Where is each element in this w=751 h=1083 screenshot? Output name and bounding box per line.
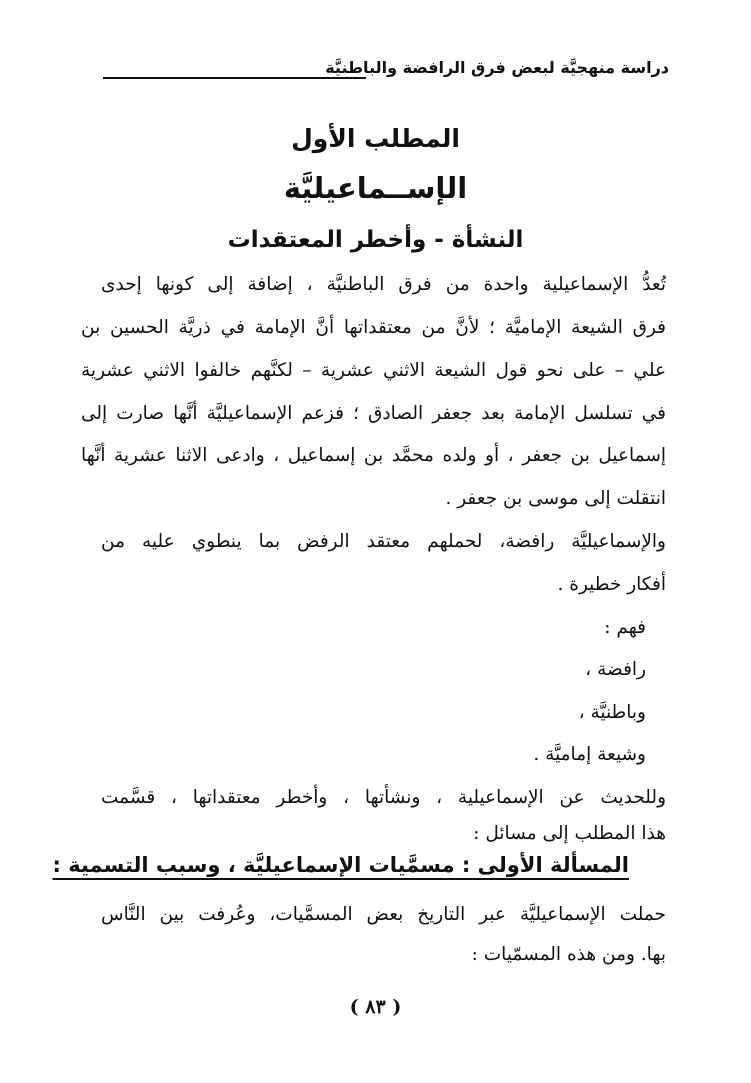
paragraph-line: فرق الشيعة الإماميَّة ؛ لأنَّ من معتقداتها أنَّ الإمامة في ذريَّة الحسين بن [81,317,666,338]
paragraph-line: أفكار خطيرة . [557,574,666,595]
paragraph-line: في تسلسل الإمامة بعد جعفر الصادق ؛ فزعم الإسماعيليَّة أنَّها صارت إلى [81,403,666,424]
paragraph-line: هذا المطلب إلى مسائل : [473,823,666,844]
list-item: رافضة ، [585,659,646,680]
paragraph-line: والإسماعيليَّة رافضة، لحملهم معتقد الرفض بما ينطوي عليه من [101,531,666,552]
section-heading: المطلب الأول [291,124,460,153]
chapter-title: الإســماعيليَّة [283,171,468,205]
paragraph-line: بها. ومن هذه المسمّيات : [471,944,666,965]
issue-heading: المسألة الأولى : مسمَّيات الإسماعيليَّة ، وسبب التسمية : [52,853,629,877]
paragraph-line: إسماعيل بن جعفر ، أو ولده محمَّد بن إسماعيل ، وادعى الاثنا عشرية أنَّها [81,445,666,466]
paragraph-line: علي – على نحو قول الشيعة الاثني عشرية – لكنَّهم خالفوا الاثني عشرية [81,360,666,381]
paragraph-line: وللحديث عن الإسماعيلية ، ونشأتها ، وأخطر معتقداتها ، قسَّمت [101,787,666,808]
page-number: ( ٨٣ ) [349,996,402,1018]
chapter-subtitle: النشأة - وأخطر المعتقدات [227,227,524,253]
list-item: وشيعة إماميَّة . [533,744,646,765]
list-item: وباطنيَّة ، [578,702,646,723]
paragraph-line: تُعدُّ الإسماعيلية واحدة من فرق الباطنيَّة ، إضافة إلى كونها إحدى [101,274,666,295]
running-header: دراسة منهجيَّة لبعض فرق الرافضة والباطنيَّة [325,58,669,77]
list-intro: فهم : [604,617,646,638]
header-rule [103,77,366,79]
paragraph-line: انتقلت إلى موسى بن جعفر . [445,488,666,509]
paragraph-line: حملت الإسماعيليَّة عبر التاريخ بعض المسمَّيات، وعُرفت بين النَّاس [101,904,666,925]
